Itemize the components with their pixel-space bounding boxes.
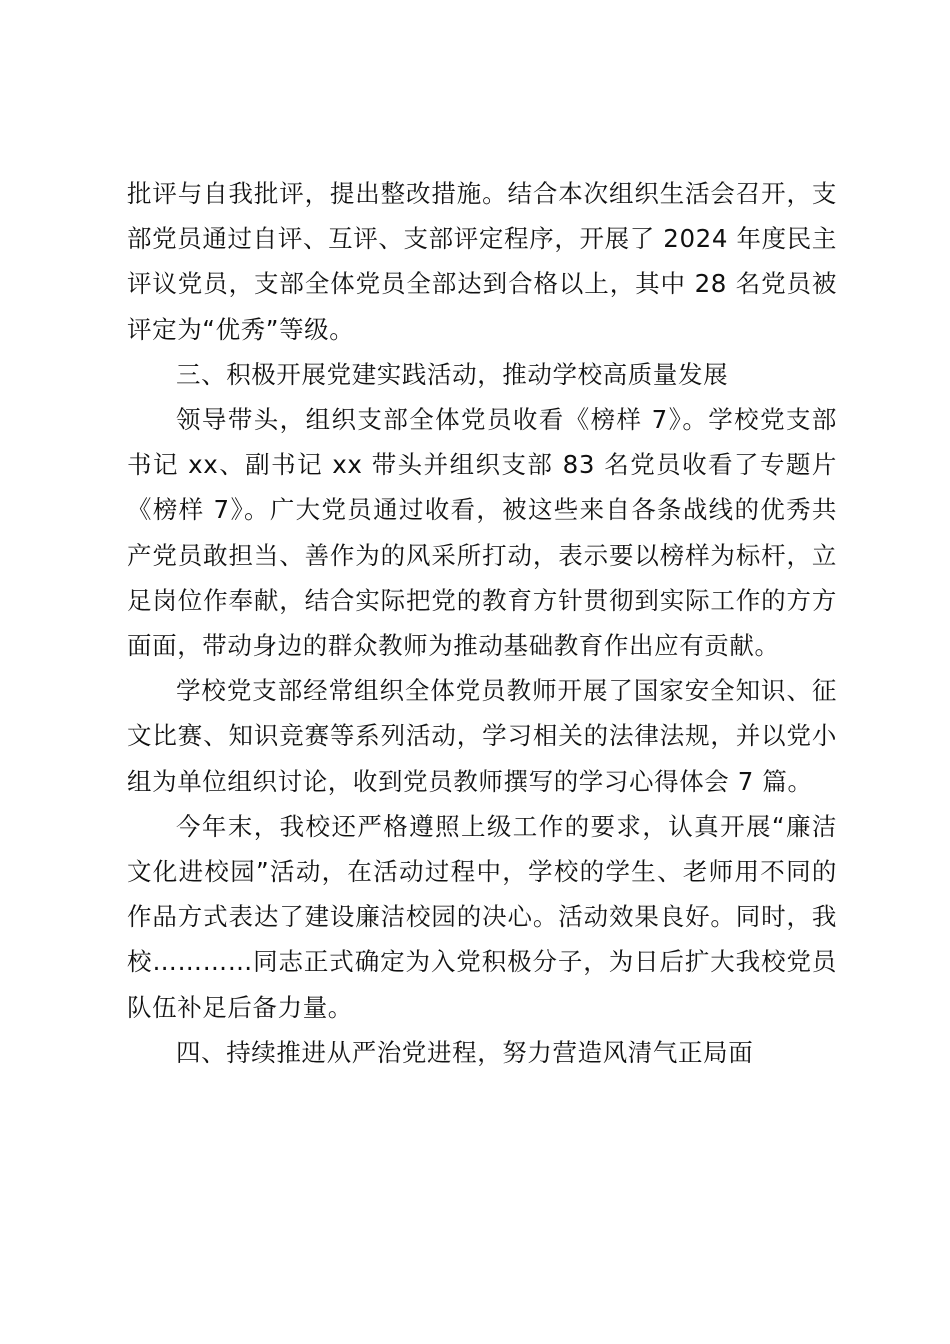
- section-heading-three: 三、积极开展党建实践活动，推动学校高质量发展: [176, 359, 729, 389]
- paragraph-security-activities: 学校党支部经常组织全体党员教师开展了国家安全知识、征文比赛、知识竞赛等系列活动，学习相关的法律法规，并以党小组为单位组织讨论，收到党员教师撰写的学习心得体会 7 篇。: [127, 676, 837, 796]
- paragraph-evaluation: 批评与自我批评，提出整改措施。结合本次组织生活会召开，支部党员通过自评、互评、支部评定程序，开展了 2024 年度民主评议党员，支部全体党员全部达到合格以上，其中 28 名党员被评定为“优秀”等级。: [127, 179, 837, 344]
- section-heading-four: 四、持续推进从严治党进程，努力营造风清气正局面: [176, 1037, 754, 1067]
- paragraph-role-model: 领导带头，组织支部全体党员收看《榜样 7》。学校党支部书记 xx、副书记 xx 带头并组织支部 83 名党员收看了专题片《榜样 7》。广大党员通过收看，被这些来自各条战线的优秀共产党员敢担当、善作为的风采所打动，表示要以榜样为标杆，立足岗位作奉献，结合实际把党的教育方针贯彻到实际工作的方方面面，带动身边的群众教师为推动基础教育作出应有贡献。: [127, 405, 837, 661]
- paragraph-integrity-campus: 今年末，我校还严格遵照上级工作的要求，认真开展“廉洁文化进校园”活动，在活动过程中，学校的学生、老师用不同的作品方式表达了建设廉洁校园的决心。活动效果良好。同时，我校…………同志正式确定为入党积极分子，为日后扩大我校党员队伍补足后备力量。: [127, 811, 837, 1022]
- document-body: [127, 171, 837, 1075]
